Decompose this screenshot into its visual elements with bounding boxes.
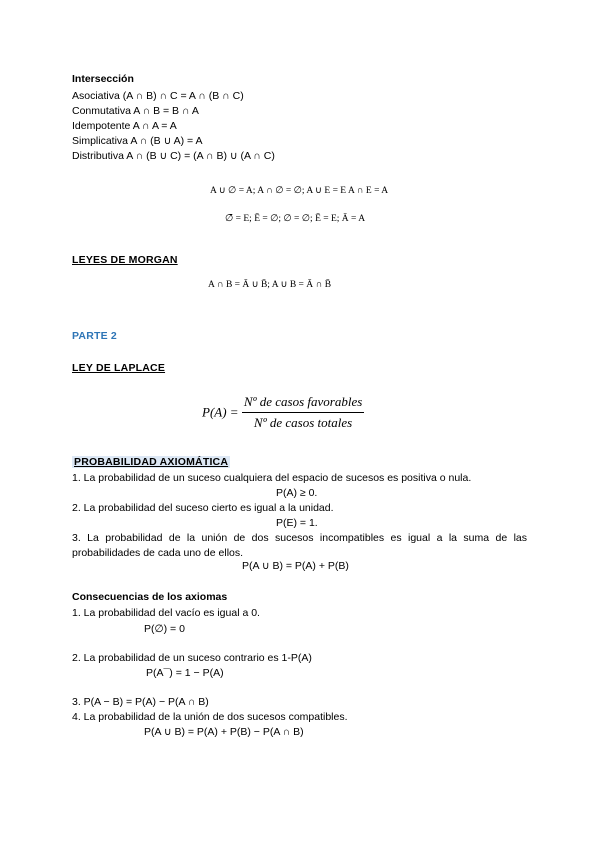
interseccion-line-idempotente: Idempotente A ∩ A = A	[72, 120, 177, 132]
axiomatica-heading	[72, 456, 230, 468]
axiomatica-item3: 3. La probabilidad de la unión de dos sucesos incompatibles es igual a la suma de las probabilidades de cada uno de ellos.	[72, 532, 527, 559]
laplace-denominator: Nº de casos totales	[253, 415, 353, 430]
laplace-fraction	[242, 394, 365, 431]
interseccion-heading: Intersección	[72, 73, 134, 85]
laplace-heading: LEY DE LAPLACE	[72, 362, 166, 374]
interseccion-line-conmutativa: Conmutativa A ∩ B = B ∩ A	[72, 105, 199, 117]
axiomatica-item2-formula: P(E) = 1.	[276, 517, 318, 529]
consecuencias-item4-formula: P(A ∪ B) = P(A) + P(B) − P(A ∩ B)	[144, 726, 304, 738]
interseccion-formula-row2: ∅̄ = E; Ē = ∅; ∅ = ∅; Ē = E; Ā = A	[225, 214, 366, 224]
consecuencias-item3: 3. P(A − B) = P(A) − P(A ∩ B)	[72, 696, 209, 708]
consecuencias-heading: Consecuencias de los axiomas	[72, 591, 228, 603]
axiomatica-heading-text: PROBABILIDAD AXIOMÁTICA	[74, 456, 229, 468]
laplace-numerator: Nº de casos favorables	[242, 394, 365, 413]
consecuencias-item1: 1. La probabilidad del vacío es igual a 0.	[72, 607, 260, 619]
axiomatica-item3-formula: P(A ∪ B) = P(A) + P(B)	[242, 560, 349, 572]
axiomatica-item1: 1. La probabilidad de un suceso cualquiera del espacio de sucesos es positiva o nula.	[72, 472, 472, 484]
interseccion-line-asociativa: Asociativa (A ∩ B) ∩ C = A ∩ (B ∩ C)	[72, 90, 244, 102]
laplace-formula	[202, 394, 364, 431]
consecuencias-item4: 4. La probabilidad de la unión de dos sucesos compatibles.	[72, 711, 348, 723]
interseccion-line-distributiva: Distributiva A ∩ (B ∪ C) = (A ∩ B) ∪ (A ∩ C)	[72, 150, 275, 162]
consecuencias-item2: 2. La probabilidad de un suceso contrario es 1-P(A)	[72, 652, 312, 664]
interseccion-formula-row1: A ∪ ∅ = A; A ∩ ∅ = ∅; A ∪ E = E A ∩ E = A	[210, 186, 389, 196]
consecuencias-item2-formula: P(A¯) = 1 − P(A)	[146, 667, 224, 679]
morgan-heading: LEYES DE MORGAN	[72, 254, 178, 266]
interseccion-line-simplicativa: Simplicativa A ∩ (B ∪ A) = A	[72, 135, 203, 147]
axiomatica-item1-formula: P(A) ≥ 0.	[276, 487, 318, 499]
parte2-heading: PARTE 2	[72, 330, 117, 342]
morgan-formula: A ∩ B = Ā ∪ B̄; A ∪ B = Ā ∩ B̄	[208, 280, 332, 290]
consecuencias-item1-formula: P(∅) = 0	[144, 623, 185, 635]
axiomatica-item2: 2. La probabilidad del suceso cierto es igual a la unidad.	[72, 502, 334, 514]
laplace-lhs: P(A) =	[202, 404, 239, 420]
